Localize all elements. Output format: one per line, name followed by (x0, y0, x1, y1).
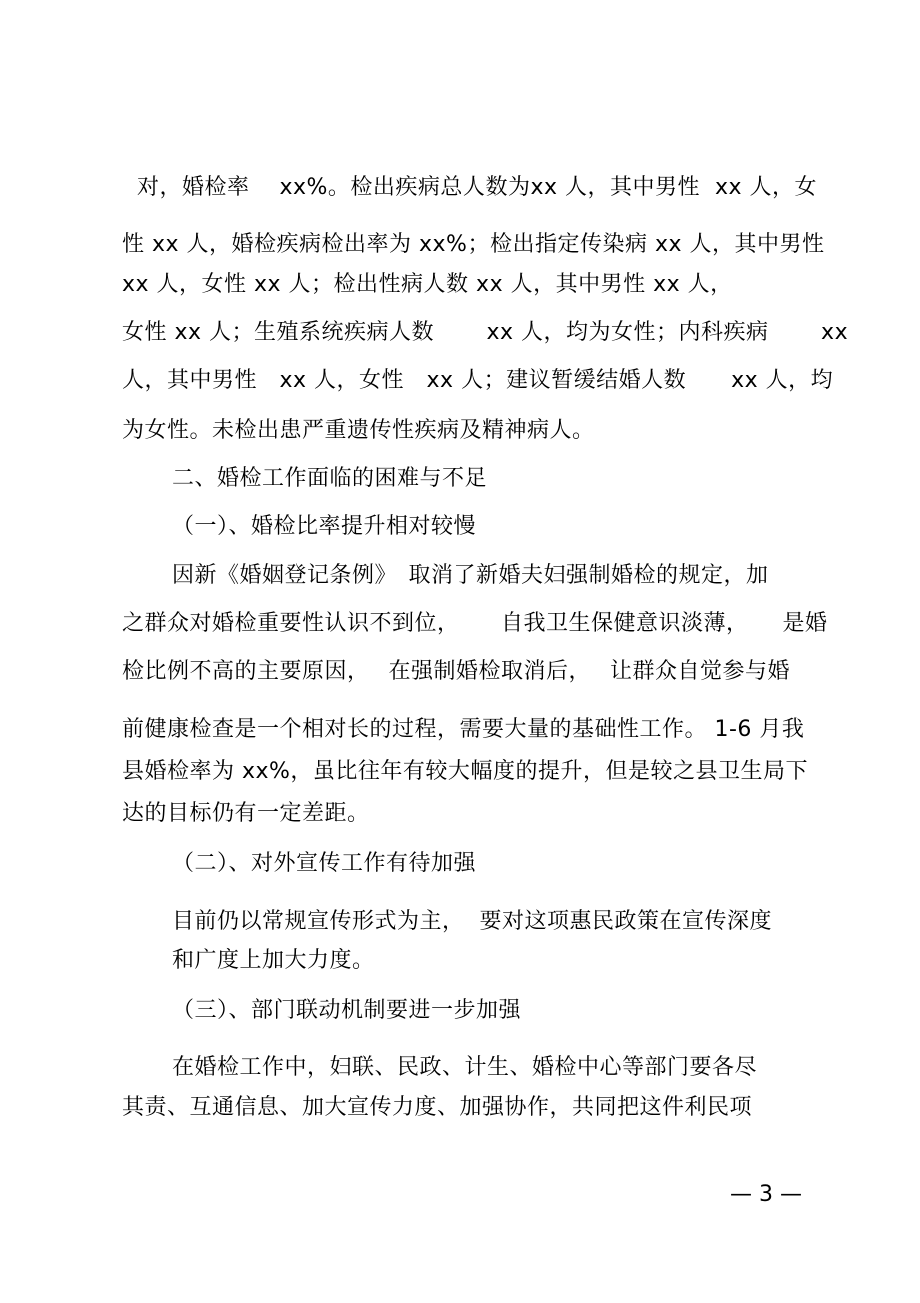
subsection-heading-1: （一）、婚检比率提升相对较慢 (172, 514, 477, 539)
text-line-5: 人，其中男性 xx 人，女性 xx 人；建议暂缓结婚人数 xx 人，均 (122, 368, 834, 393)
text-line-14: 达的目标仍有一定差距。 (122, 801, 370, 826)
subsection-heading-3: （三）、部门联动机制要进一步加强 (172, 998, 522, 1023)
text-line-4: 女性 xx 人；生殖系统疾病人数 xx 人，均为女性；内科疾病 xx (122, 320, 849, 345)
section-heading: 二、婚检工作面临的困难与不足 (172, 466, 488, 491)
text-line-2: 性 xx 人，婚检疾病检出率为 xx%；检出指定传染病 xx 人，其中男性 (122, 232, 825, 257)
text-line-20: 其责、互通信息、加大宣传力度、加强协作，共同把这件利民项 (122, 1095, 753, 1120)
text-line-17: 和广度上加大力度。 (172, 948, 375, 973)
text-line-16: 目前仍以常规宣传形式为主， 要对这项惠民政策在宣传深度 (172, 909, 772, 934)
text-line-13: 县婚检率为 xx%，虽比往年有较大幅度的提升，但是较之县卫生局下 (122, 759, 808, 784)
text-line-10: 之群众对婚检重要性认识不到位， 自我卫生保健意识淡薄， 是婚 (122, 611, 828, 636)
text-line-6: 为女性。未检出患严重遗传性疾病及精神病人。 (122, 418, 595, 443)
subsection-heading-2: （二）、对外宣传工作有待加强 (172, 851, 477, 876)
page-number: — 3 — (730, 1182, 802, 1207)
text-line-9: 因新《婚姻登记条例》 取消了新婚夫妇强制婚检的规定，加 (172, 563, 769, 588)
text-line-3: xx 人，女性 xx 人；检出性病人数 xx 人，其中男性 xx 人， (122, 272, 733, 297)
text-line-11: 检比例不高的主要原因， 在强制婚检取消后， 让群众自觉参与婚 (122, 659, 790, 684)
text-line-1: 对，婚检率 xx%。检出疾病总人数为xx 人，其中男性 xx 人，女 (137, 175, 817, 200)
text-line-12: 前健康检查是一个相对长的过程，需要大量的基础性工作。 1-6 月我 (122, 717, 805, 742)
text-line-19: 在婚检工作中，妇联、民政、计生、婚检中心等部门要各尽 (172, 1055, 758, 1080)
